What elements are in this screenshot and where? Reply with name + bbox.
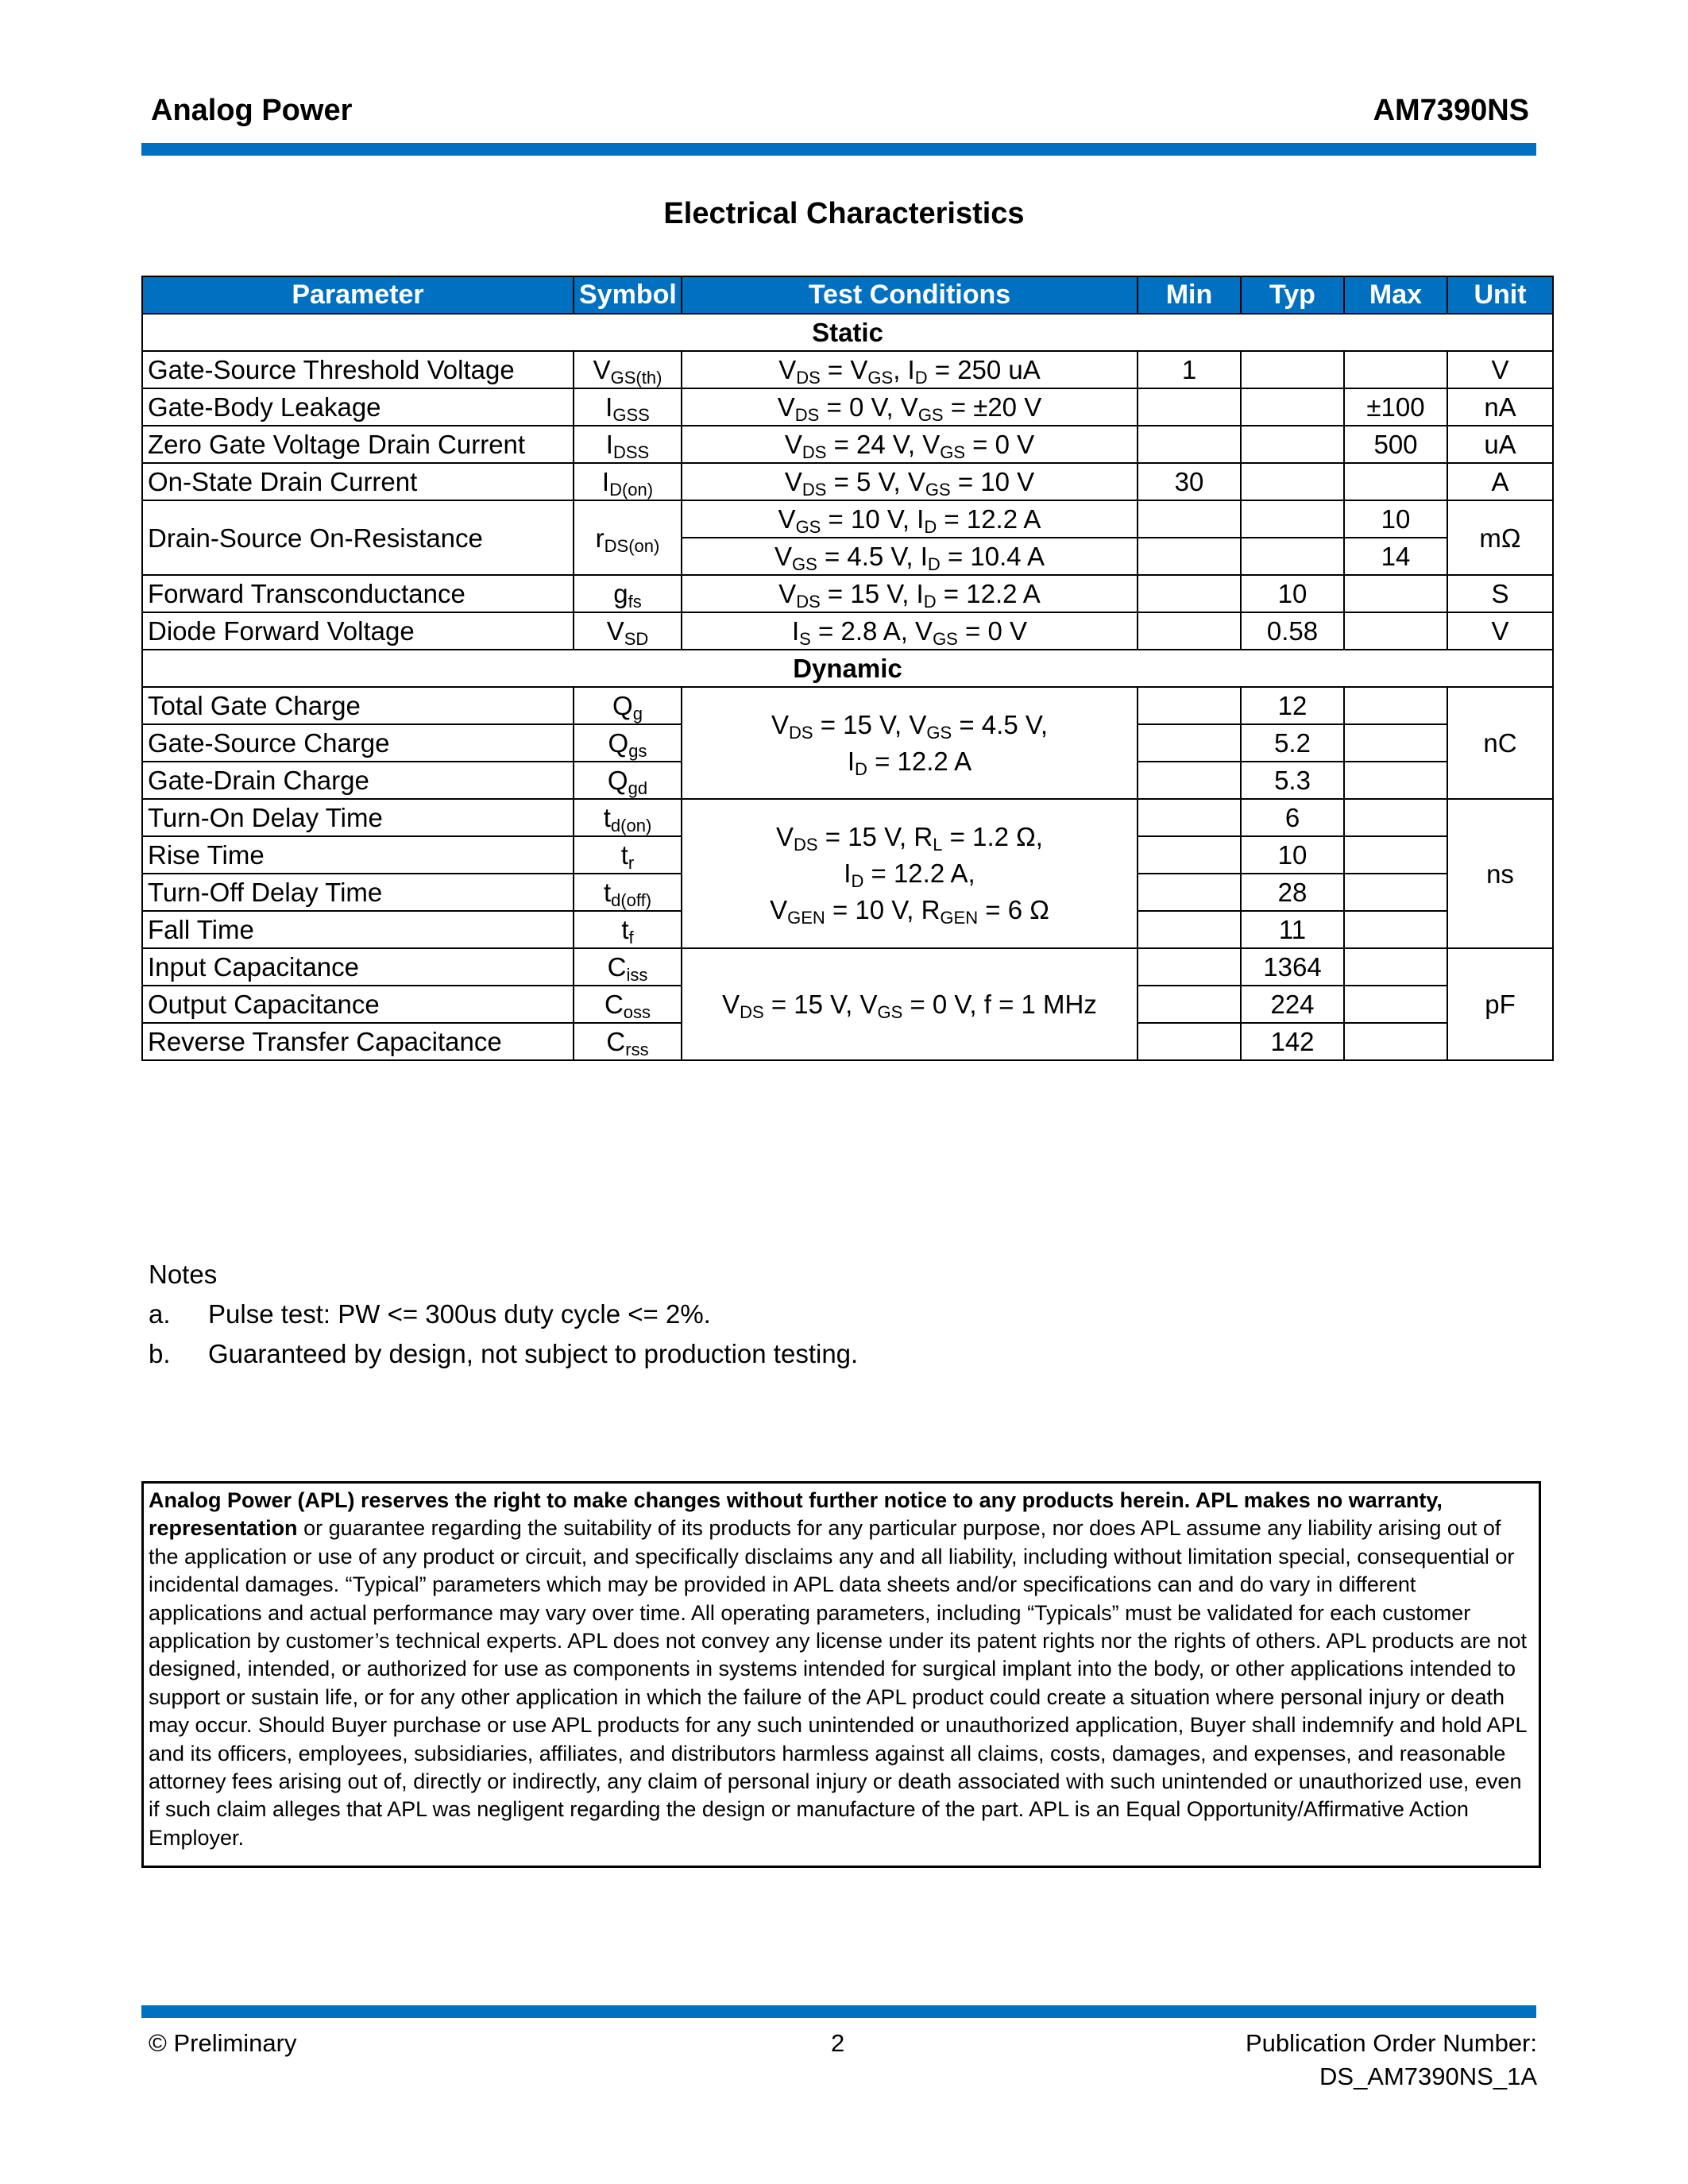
cell-parameter: Drain-Source On-Resistance bbox=[142, 500, 574, 575]
cell-max: 14 bbox=[1344, 538, 1447, 575]
cell-max: ±100 bbox=[1344, 388, 1447, 426]
cell-max bbox=[1344, 724, 1447, 762]
cell-min bbox=[1138, 575, 1241, 612]
note-text: Pulse test: PW <= 300us duty cycle <= 2%. bbox=[208, 1299, 711, 1329]
cell-max bbox=[1344, 762, 1447, 799]
cell-max bbox=[1344, 687, 1447, 724]
cell-parameter: Turn-Off Delay Time bbox=[142, 874, 574, 911]
cell-typ bbox=[1241, 463, 1344, 500]
cell-parameter: Gate-Source Threshold Voltage bbox=[142, 351, 574, 388]
cell-max bbox=[1344, 986, 1447, 1023]
disclaimer-box bbox=[141, 1481, 1541, 1868]
cell-symbol: $V_{SD}$ bbox=[574, 612, 682, 650]
cell-unit: V bbox=[1447, 612, 1553, 650]
header-rule bbox=[141, 143, 1536, 156]
cell-max bbox=[1344, 874, 1447, 911]
cell-conditions: $V_{DS} = 5$ V, $V_{GS} = 10$ V bbox=[682, 463, 1138, 500]
cell-symbol: $t_r$ bbox=[574, 836, 682, 874]
cell-max bbox=[1344, 575, 1447, 612]
cell-max: 500 bbox=[1344, 426, 1447, 463]
section-label: Static bbox=[142, 314, 1553, 351]
cell-parameter: Rise Time bbox=[142, 836, 574, 874]
cell-symbol: $I_{GSS}$ bbox=[574, 388, 682, 426]
cell-parameter: Gate-Drain Charge bbox=[142, 762, 574, 799]
cell-parameter: Fall Time bbox=[142, 911, 574, 948]
note-label: b. bbox=[149, 1339, 171, 1368]
table-row bbox=[142, 612, 1553, 650]
part-number: AM7390NS bbox=[1373, 94, 1529, 127]
cell-parameter: Forward Transconductance bbox=[142, 575, 574, 612]
cell-conditions: $I_S = 2.8$ A, $V_{GS} = 0$ V bbox=[682, 612, 1138, 650]
cell-typ: 10 bbox=[1241, 575, 1344, 612]
cell-min bbox=[1138, 986, 1241, 1023]
cell-typ: 6 bbox=[1241, 799, 1344, 836]
cell-conditions: $V_{DS} = 15$ V, $V_{GS} = 0$ V, f = 1 MHz bbox=[682, 948, 1138, 1060]
table-row bbox=[142, 463, 1553, 500]
cell-typ bbox=[1241, 388, 1344, 426]
col-header: Unit bbox=[1447, 276, 1553, 314]
cell-unit: nA bbox=[1447, 388, 1553, 426]
cell-symbol: $I_{D(on)}$ bbox=[574, 463, 682, 500]
cell-unit: ns bbox=[1447, 799, 1553, 948]
cell-max bbox=[1344, 948, 1447, 986]
cell-conditions: $V_{GS} = 4.5$ V, $I_D = 10.4$ A bbox=[682, 538, 1138, 575]
note-item bbox=[149, 1295, 858, 1334]
cell-parameter: Gate-Body Leakage bbox=[142, 388, 574, 426]
cell-typ: 142 bbox=[1241, 1023, 1344, 1060]
cell-parameter: Diode Forward Voltage bbox=[142, 612, 574, 650]
cell-symbol: $I_{DSS}$ bbox=[574, 426, 682, 463]
cell-parameter: Output Capacitance bbox=[142, 986, 574, 1023]
cell-parameter: Gate-Source Charge bbox=[142, 724, 574, 762]
footer-rule bbox=[141, 2005, 1536, 2018]
cell-symbol: $t_{d(off)}$ bbox=[574, 874, 682, 911]
cell-conditions: $V_{DS} = 0$ V, $V_{GS} = \pm 20$ V bbox=[682, 388, 1138, 426]
col-header: Symbol bbox=[574, 276, 682, 314]
cell-min bbox=[1138, 799, 1241, 836]
cell-min bbox=[1138, 874, 1241, 911]
section-row bbox=[142, 314, 1553, 351]
cell-min: 30 bbox=[1138, 463, 1241, 500]
cell-typ bbox=[1241, 351, 1344, 388]
page-number: 2 bbox=[831, 2029, 845, 2057]
page-title: Electrical Characteristics bbox=[663, 197, 1025, 230]
cell-min bbox=[1138, 612, 1241, 650]
cell-min bbox=[1138, 948, 1241, 986]
cell-min bbox=[1138, 724, 1241, 762]
cell-unit: pF bbox=[1447, 948, 1553, 1060]
electrical-characteristics-table bbox=[141, 276, 1554, 1061]
cell-parameter: On-State Drain Current bbox=[142, 463, 574, 500]
footer-status: © Preliminary bbox=[149, 2029, 297, 2057]
table-row bbox=[142, 388, 1553, 426]
publication-order bbox=[1246, 2027, 1537, 2093]
notes-heading: Notes bbox=[149, 1260, 218, 1289]
cell-min bbox=[1138, 500, 1241, 538]
cell-max bbox=[1344, 1023, 1447, 1060]
table-row bbox=[142, 687, 1553, 724]
cell-symbol: $C_{iss}$ bbox=[574, 948, 682, 986]
col-header: Max bbox=[1344, 276, 1447, 314]
cell-unit: nC bbox=[1447, 687, 1553, 799]
notes bbox=[149, 1255, 858, 1374]
table-row bbox=[142, 426, 1553, 463]
cell-unit: V bbox=[1447, 351, 1553, 388]
cell-min: 1 bbox=[1138, 351, 1241, 388]
table-row bbox=[142, 500, 1553, 538]
note-label: a. bbox=[149, 1299, 171, 1329]
cell-unit: mΩ bbox=[1447, 500, 1553, 575]
table-row bbox=[142, 948, 1553, 986]
table-row bbox=[142, 351, 1553, 388]
cell-max bbox=[1344, 799, 1447, 836]
cell-min bbox=[1138, 426, 1241, 463]
table-row bbox=[142, 575, 1553, 612]
cell-parameter: Input Capacitance bbox=[142, 948, 574, 986]
cell-parameter: Total Gate Charge bbox=[142, 687, 574, 724]
cell-conditions: $V_{DS} = 24$ V, $V_{GS} = 0$ V bbox=[682, 426, 1138, 463]
cell-min bbox=[1138, 836, 1241, 874]
cell-min bbox=[1138, 388, 1241, 426]
cell-typ: 10 bbox=[1241, 836, 1344, 874]
cell-typ: 5.3 bbox=[1241, 762, 1344, 799]
cell-max bbox=[1344, 612, 1447, 650]
disclaimer-text: or guarantee regarding the suitability of its products for any particular purpose, nor does APL assume any liability arising out of the application or use of any product or circuit, and specifically disclaims any and all liability, including without limitation special, consequential or incidental damages. “Typical” parameters which may be provided in APL data sheets and/or specifications can and do vary in different applications and actual performance may vary over time. All operating parameters, including “Typicals” must be validated for each customer application by customer’s technical experts. APL does not convey any license under its patent rights nor the rights of others. APL products are not designed, intended, or authorized for use as components in systems intended for surgical implant into the body, or other applications intended to support or sustain life, or for any other application in which the failure of the APL product could create a situation where personal injury or death may occur. Should Buyer purchase or use APL products for any such unintended or unauthorized application, Buyer shall indemnify and hold APL and its officers, employees, subsidiaries, affiliates, and distributors harmless against all claims, costs, damages, and expenses, and reasonable attorney fees arising out of, directly or indirectly, any claim of personal injury or death associated with such unintended or unauthorized use, even if such claim alleges that APL was negligent regarding the design or manufacture of the part. APL is an Equal Opportunity/Affirmative Action Employer. bbox=[149, 1516, 1527, 1850]
cell-symbol: $C_{oss}$ bbox=[574, 986, 682, 1023]
table-header-row bbox=[142, 276, 1553, 314]
cell-symbol: $V_{GS(th)}$ bbox=[574, 351, 682, 388]
cell-typ bbox=[1241, 500, 1344, 538]
cell-typ: 5.2 bbox=[1241, 724, 1344, 762]
section-label: Dynamic bbox=[142, 650, 1553, 687]
cell-max: 10 bbox=[1344, 500, 1447, 538]
cell-typ: 0.58 bbox=[1241, 612, 1344, 650]
cell-unit: uA bbox=[1447, 426, 1553, 463]
cell-conditions: $V_{DS} = 15$ V, $R_L = 1.2$ Ω, $I_D = 12.2$ A, $V_{GEN} = 10$ V, $R_{GEN} = 6$ Ω bbox=[682, 799, 1138, 948]
cell-min bbox=[1138, 762, 1241, 799]
cell-symbol: $Q_{gs}$ bbox=[574, 724, 682, 762]
cell-symbol: $g_{fs}$ bbox=[574, 575, 682, 612]
cell-parameter: Reverse Transfer Capacitance bbox=[142, 1023, 574, 1060]
col-header: Parameter bbox=[142, 276, 574, 314]
cell-typ: 11 bbox=[1241, 911, 1344, 948]
note-text: Guaranteed by design, not subject to production testing. bbox=[208, 1339, 859, 1368]
cell-symbol: $Q_g$ bbox=[574, 687, 682, 724]
cell-symbol: $t_f$ bbox=[574, 911, 682, 948]
cell-min bbox=[1138, 1023, 1241, 1060]
cell-parameter: Turn-On Delay Time bbox=[142, 799, 574, 836]
cell-conditions: $V_{DS} = 15$ V, $V_{GS} = 4.5$ V, $I_D = 12.2$ A bbox=[682, 687, 1138, 799]
cell-symbol: $r_{DS(on)}$ bbox=[574, 500, 682, 575]
company-name: Analog Power bbox=[151, 94, 353, 127]
cell-typ bbox=[1241, 426, 1344, 463]
cell-unit: A bbox=[1447, 463, 1553, 500]
cell-typ bbox=[1241, 538, 1344, 575]
cell-max bbox=[1344, 836, 1447, 874]
note-item bbox=[149, 1334, 858, 1374]
cell-symbol: $Q_{gd}$ bbox=[574, 762, 682, 799]
cell-typ: 224 bbox=[1241, 986, 1344, 1023]
cell-symbol: $C_{rss}$ bbox=[574, 1023, 682, 1060]
cell-conditions: $V_{DS} = 15$ V, $I_D = 12.2$ A bbox=[682, 575, 1138, 612]
cell-max bbox=[1344, 351, 1447, 388]
cell-max bbox=[1344, 463, 1447, 500]
cell-typ: 1364 bbox=[1241, 948, 1344, 986]
cell-min bbox=[1138, 538, 1241, 575]
cell-unit: S bbox=[1447, 575, 1553, 612]
col-header: Typ bbox=[1241, 276, 1344, 314]
col-header: Test Conditions bbox=[682, 276, 1138, 314]
cell-conditions: $V_{GS} = 10$ V, $I_D = 12.2$ A bbox=[682, 500, 1138, 538]
table-row bbox=[142, 799, 1553, 836]
cell-typ: 28 bbox=[1241, 874, 1344, 911]
order-number: DS_AM7390NS_1A bbox=[1319, 2062, 1537, 2090]
order-label: Publication Order Number: bbox=[1246, 2029, 1537, 2057]
cell-symbol: $t_{d(on)}$ bbox=[574, 799, 682, 836]
cell-min bbox=[1138, 911, 1241, 948]
disclaimer-bold: Analog Power (APL) reserves the right to make changes without further notice to any products herein. APL makes no warranty, representation bbox=[149, 1488, 1443, 1541]
section-row bbox=[142, 650, 1553, 687]
cell-conditions: $V_{DS} = V_{GS}$, $I_D = 250$ uA bbox=[682, 351, 1138, 388]
col-header: Min bbox=[1138, 276, 1241, 314]
cell-typ: 12 bbox=[1241, 687, 1344, 724]
cell-min bbox=[1138, 687, 1241, 724]
cell-parameter: Zero Gate Voltage Drain Current bbox=[142, 426, 574, 463]
cell-max bbox=[1344, 911, 1447, 948]
